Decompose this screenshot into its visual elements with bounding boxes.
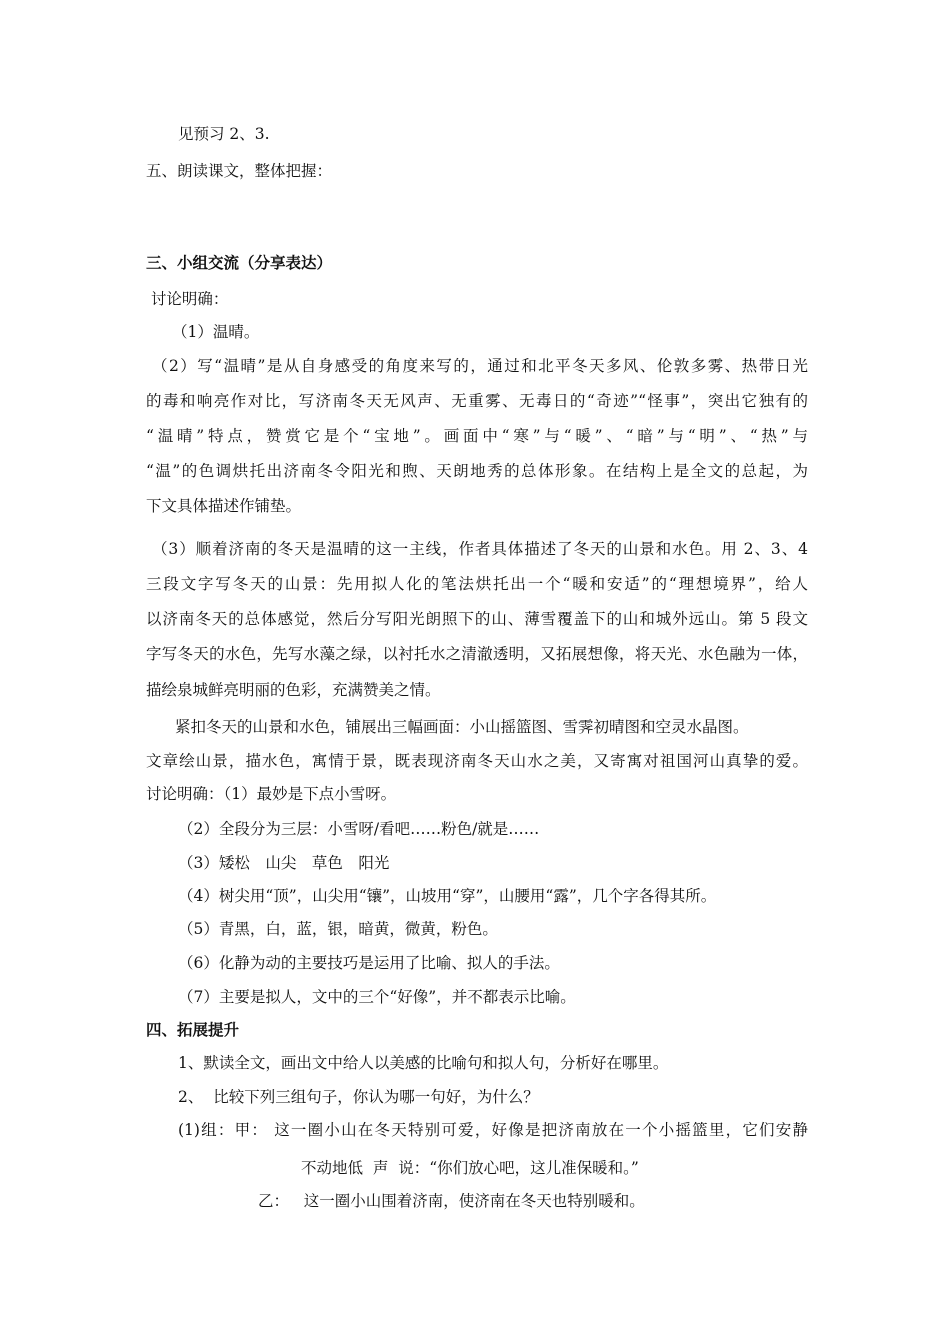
text-line: 见预习 2、3. [178, 125, 270, 143]
list-item: 2、 比较下列三组句子，你认为哪一句好，为什么？ [178, 1088, 539, 1106]
text-line: 讨论明确： [146, 290, 229, 308]
section-heading: 五、朗读课文，整体把握： [146, 162, 333, 180]
paragraph-line: 紧扣冬天的山景和水色，铺展出三幅画面：小山摇篮图、雪霁初晴图和空灵水晶图。 [175, 718, 749, 736]
text-line: （1）温晴。 [172, 323, 260, 341]
paragraph-line: 的毒和响亮作对比，写济南冬天无风声、无重雾、无毒日的“奇迹”“怪事”，突出它独有的 [146, 392, 808, 410]
paragraph-line: 文章绘山景，描水色，寓情于景，既表现济南冬天山水之美，又寄寓对祖国河山真挚的爱。 [146, 752, 808, 770]
list-item: （6）化静为动的主要技巧是运用了比喻、拟人的手法。 [178, 954, 560, 972]
list-item: （3）矮松 山尖 草色 阳光 [178, 854, 390, 872]
list-item: （7）主要是拟人，文中的三个“好像”，并不都表示比喻。 [178, 988, 576, 1006]
text-line: 乙： 这一圈小山围着济南，使济南在冬天也特别暖和。 [258, 1192, 645, 1210]
paragraph-line: 描绘泉城鲜亮明丽的色彩，充满赞美之情。 [146, 681, 441, 699]
section-heading: 三、小组交流（分享表达） [146, 254, 333, 272]
paragraph-line: （3）顺着济南的冬天是温晴的这一主线，作者具体描述了冬天的山景和水色。用 2、3、4 [152, 540, 808, 558]
list-item: （4）树尖用“顶”，山尖用“镶”，山坡用“穿”，山腰用“露”，几个字各得其所。 [178, 887, 717, 905]
list-item: （5）青黑，白，蓝，银，暗黄，微黄，粉色。 [178, 920, 498, 938]
paragraph-line: 字写冬天的水色，先写水藻之绿，以衬托水之清澈透明，又拓展想像，将天光、水色融为一体， [146, 645, 808, 663]
list-item: 1、默读全文，画出文中给人以美感的比喻句和拟人句，分析好在哪里。 [178, 1054, 669, 1072]
paragraph-line: “温晴”特点，赞赏它是个“宝地”。画面中“寒”与“暖”、“暗”与“明”、“热”与 [146, 427, 808, 445]
list-item: (1)组：甲： 这一圈小山在冬天特别可爱，好像是把济南放在一个小摇篮里，它们安静 [178, 1121, 808, 1139]
list-item: （2）全段分为三层：小雪呀/看吧……粉色/就是…… [178, 820, 540, 838]
paragraph-line: 三段文字写冬天的山景：先用拟人化的笔法烘托出一个“暖和安适”的“理想境界”，给人 [146, 575, 808, 593]
section-heading: 四、拓展提升 [146, 1021, 240, 1039]
paragraph-line: （2）写“温晴”是从自身感受的角度来写的，通过和北平冬天多风、伦敦多雾、热带日光 [152, 357, 808, 375]
text-line: 不动地低 声 说：“你们放心吧，这儿准保暖和。” [301, 1159, 639, 1177]
paragraph-line: “温”的色调烘托出济南冬令阳光和煦、天朗地秀的总体形象。在结构上是全文的总起，为 [146, 462, 808, 480]
paragraph-line: 下文具体描述作铺垫。 [146, 497, 302, 515]
text-line: 讨论明确：（1）最妙是下点小雪呀。 [146, 785, 397, 803]
paragraph-line: 以济南冬天的总体感觉，然后分写阳光朗照下的山、薄雪覆盖下的山和城外远山。第 5 段文 [146, 610, 808, 628]
